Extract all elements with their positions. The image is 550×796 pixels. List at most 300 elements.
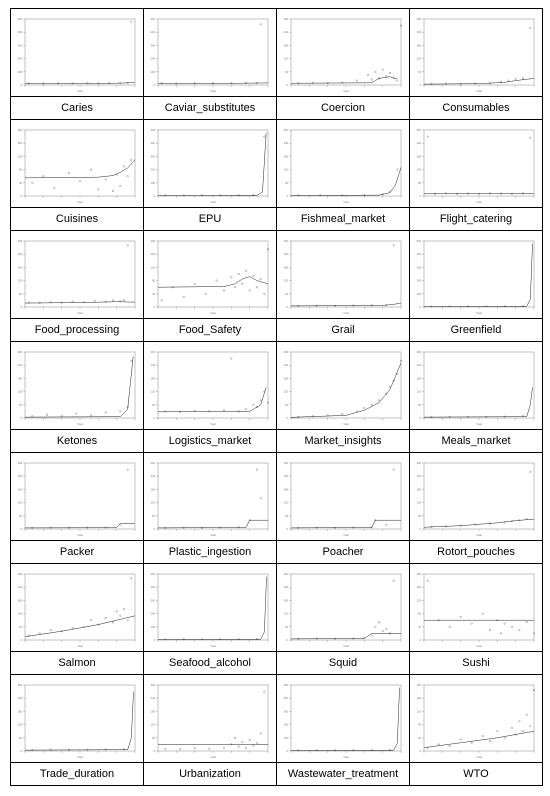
x-axis-label: Year xyxy=(209,89,217,93)
data-point xyxy=(253,275,255,277)
panel-caption: Food_processing xyxy=(34,324,120,336)
panel-caption: Logistics_market xyxy=(168,435,252,447)
y-tick-label: 400 xyxy=(150,31,155,35)
data-point xyxy=(131,360,133,362)
panel-caption: Packer xyxy=(59,546,95,558)
panel xyxy=(277,564,410,675)
panel xyxy=(277,120,410,231)
y-tick-label: 0 xyxy=(286,306,288,309)
y-tick-label: 60 xyxy=(418,70,421,74)
plot-area xyxy=(11,9,143,97)
y-tick-label: 120 xyxy=(17,279,22,283)
data-point xyxy=(389,72,391,74)
mini-plot xyxy=(410,342,542,430)
y-tick-label: 180 xyxy=(416,488,421,492)
data-point xyxy=(519,721,521,723)
y-tick-label: 0 xyxy=(153,195,155,198)
plot-area xyxy=(277,120,409,208)
data-point xyxy=(131,21,133,23)
panel xyxy=(410,453,543,564)
y-tick-label: 80 xyxy=(19,168,22,172)
data-point xyxy=(256,286,258,288)
panel-caption: Salmon xyxy=(58,657,96,669)
y-tick-label: 300 xyxy=(416,351,421,354)
panel-caption: EPU xyxy=(198,213,222,225)
y-tick-label: 400 xyxy=(283,697,288,701)
mini-plot xyxy=(144,564,276,652)
data-point xyxy=(194,748,196,750)
y-tick-label: 0 xyxy=(419,417,421,420)
y-tick-label: 200 xyxy=(150,57,155,61)
y-tick-label: 0 xyxy=(153,750,155,753)
y-tick-label: 120 xyxy=(416,168,421,172)
data-point xyxy=(371,635,373,637)
plot-area xyxy=(11,675,143,763)
y-tick-label: 180 xyxy=(283,44,288,48)
y-tick-label: 240 xyxy=(416,475,421,479)
data-point xyxy=(500,81,502,83)
plot-area xyxy=(11,120,143,208)
plot-frame xyxy=(291,352,401,418)
panel-caption: Greenfield xyxy=(450,324,502,336)
fitted-line xyxy=(158,577,267,640)
panel xyxy=(410,9,543,120)
panel xyxy=(144,564,277,675)
mini-plot xyxy=(410,9,542,97)
data-point xyxy=(90,169,92,171)
y-tick-label: 240 xyxy=(283,253,288,257)
data-point xyxy=(460,616,462,618)
data-point xyxy=(397,169,399,171)
data-point xyxy=(209,748,211,750)
data-point xyxy=(238,526,240,528)
plot-area xyxy=(144,342,276,430)
fitted-line xyxy=(25,692,134,751)
y-tick-label: 160 xyxy=(416,586,421,590)
y-tick-label: 60 xyxy=(152,736,155,740)
plot-area xyxy=(410,231,542,319)
fitted-line xyxy=(291,303,401,306)
data-point xyxy=(242,283,244,285)
y-tick-label: 120 xyxy=(416,501,421,505)
data-point xyxy=(371,304,373,306)
data-point xyxy=(245,747,247,749)
y-tick-label: 0 xyxy=(419,528,421,531)
plot-frame xyxy=(291,241,401,307)
data-point xyxy=(112,300,114,302)
y-tick-label: 180 xyxy=(17,377,22,381)
fitted-line xyxy=(25,302,135,303)
data-point xyxy=(427,136,429,138)
y-tick-label: 200 xyxy=(416,573,421,576)
y-tick-label: 300 xyxy=(150,599,155,603)
y-tick-label: 200 xyxy=(150,612,155,616)
plot-area xyxy=(144,9,276,97)
y-tick-label: 120 xyxy=(150,723,155,727)
y-tick-label: 200 xyxy=(416,684,421,687)
mini-plot xyxy=(410,231,542,319)
panel xyxy=(144,675,277,786)
panel xyxy=(277,231,410,342)
x-axis-label: Year xyxy=(76,533,84,537)
panel-caption: Poacher xyxy=(322,546,364,558)
plot-frame xyxy=(158,19,268,85)
fitted-line xyxy=(424,519,534,527)
data-point xyxy=(116,611,118,613)
panel xyxy=(144,120,277,231)
y-tick-label: 40 xyxy=(19,181,22,185)
y-tick-label: 60 xyxy=(19,403,22,407)
y-tick-label: 0 xyxy=(419,750,421,753)
plot-area xyxy=(144,564,276,652)
y-tick-label: 240 xyxy=(150,364,155,368)
plot-frame xyxy=(25,463,135,529)
plot-area xyxy=(410,453,542,541)
y-tick-label: 40 xyxy=(152,292,155,296)
fitted-line xyxy=(424,731,534,748)
y-tick-label: 200 xyxy=(416,279,421,283)
y-tick-label: 240 xyxy=(17,697,22,701)
y-tick-label: 60 xyxy=(285,181,288,185)
plot-area xyxy=(410,675,542,763)
mini-plot xyxy=(277,675,409,763)
panel xyxy=(410,675,543,786)
plot-frame xyxy=(424,574,534,640)
plot-area xyxy=(277,564,409,652)
panel xyxy=(144,9,277,120)
figure-grid xyxy=(10,8,543,786)
y-tick-label: 0 xyxy=(20,306,22,309)
plot-area xyxy=(277,9,409,97)
fitted-line xyxy=(291,633,401,639)
fitted-line xyxy=(424,387,533,417)
y-tick-label: 300 xyxy=(283,351,288,354)
data-point xyxy=(245,408,247,410)
data-point xyxy=(131,159,133,161)
y-tick-label: 300 xyxy=(17,44,22,48)
data-point xyxy=(253,194,255,196)
data-point xyxy=(61,415,63,417)
y-tick-label: 60 xyxy=(285,292,288,296)
data-point xyxy=(504,623,506,625)
plot-frame xyxy=(158,241,268,307)
y-tick-label: 120 xyxy=(150,390,155,394)
data-point xyxy=(256,638,258,640)
data-point xyxy=(511,626,513,628)
data-point xyxy=(393,469,395,471)
y-tick-label: 300 xyxy=(283,462,288,465)
y-tick-label: 120 xyxy=(283,390,288,394)
data-point xyxy=(482,613,484,615)
fitted-line xyxy=(424,78,534,84)
data-point xyxy=(489,740,491,742)
x-axis-label: Year xyxy=(209,755,217,759)
x-axis-label: Year xyxy=(475,311,483,315)
data-point xyxy=(94,300,96,302)
y-tick-label: 240 xyxy=(416,364,421,368)
plot-area xyxy=(11,564,143,652)
y-tick-label: 60 xyxy=(19,625,22,629)
mini-plot xyxy=(11,564,143,652)
data-point xyxy=(216,280,218,282)
plot-frame xyxy=(158,130,268,196)
y-tick-label: 0 xyxy=(20,528,22,531)
y-tick-label: 0 xyxy=(153,639,155,642)
y-tick-label: 60 xyxy=(152,403,155,407)
y-tick-label: 300 xyxy=(17,462,22,465)
fitted-line xyxy=(158,277,268,288)
y-tick-label: 240 xyxy=(283,475,288,479)
y-tick-label: 180 xyxy=(150,710,155,714)
panel-caption: Fishmeal_market xyxy=(300,213,386,225)
x-axis-label: Year xyxy=(209,533,217,537)
x-axis-label: Year xyxy=(342,200,350,204)
data-point xyxy=(249,290,251,292)
mini-plot xyxy=(410,120,542,208)
y-tick-label: 300 xyxy=(150,462,155,465)
y-tick-label: 200 xyxy=(17,57,22,61)
panel-caption: Flight_catering xyxy=(439,213,513,225)
data-point xyxy=(105,617,107,619)
fitted-line xyxy=(25,616,135,637)
plot-frame xyxy=(25,352,135,418)
x-axis-label: Year xyxy=(475,755,483,759)
data-point xyxy=(386,524,388,526)
y-tick-label: 300 xyxy=(283,129,288,132)
x-axis-label: Year xyxy=(209,644,217,648)
y-tick-label: 200 xyxy=(150,168,155,172)
panel-caption: Seafood_alcohol xyxy=(169,657,251,669)
y-tick-label: 0 xyxy=(419,84,421,87)
fitted-line xyxy=(291,688,400,751)
data-point xyxy=(50,629,52,631)
y-tick-label: 0 xyxy=(153,84,155,87)
y-tick-label: 500 xyxy=(150,573,155,576)
data-point xyxy=(519,629,521,631)
y-tick-label: 120 xyxy=(17,612,22,616)
plot-frame xyxy=(424,685,534,751)
y-tick-label: 240 xyxy=(17,253,22,257)
data-point xyxy=(98,189,100,191)
data-point xyxy=(68,172,70,174)
y-tick-label: 120 xyxy=(17,390,22,394)
x-axis-label: Year xyxy=(76,89,84,93)
plot-area xyxy=(144,453,276,541)
data-point xyxy=(356,80,358,82)
panel-caption: Caries xyxy=(61,102,93,114)
y-tick-label: 180 xyxy=(283,488,288,492)
y-tick-label: 300 xyxy=(283,240,288,243)
y-tick-label: 240 xyxy=(283,142,288,146)
data-point xyxy=(183,296,185,298)
fitted-line xyxy=(158,133,266,196)
x-axis-label: Year xyxy=(76,644,84,648)
y-tick-label: 200 xyxy=(17,129,22,132)
data-point xyxy=(526,621,528,623)
y-tick-label: 180 xyxy=(150,488,155,492)
panel xyxy=(11,675,144,786)
data-point xyxy=(264,691,266,693)
y-tick-label: 60 xyxy=(19,514,22,518)
y-tick-label: 300 xyxy=(17,351,22,354)
y-tick-label: 400 xyxy=(416,253,421,257)
y-tick-label: 120 xyxy=(283,501,288,505)
y-tick-label: 240 xyxy=(150,697,155,701)
data-point xyxy=(223,747,225,749)
data-point xyxy=(231,277,233,279)
y-tick-label: 180 xyxy=(17,488,22,492)
y-tick-label: 120 xyxy=(17,155,22,159)
y-tick-label: 60 xyxy=(19,736,22,740)
plot-frame xyxy=(25,685,135,751)
mini-plot xyxy=(11,120,143,208)
y-tick-label: 100 xyxy=(150,625,155,629)
y-tick-label: 200 xyxy=(283,723,288,727)
fitted-line xyxy=(158,387,266,412)
data-point xyxy=(364,407,366,409)
panel xyxy=(277,9,410,120)
y-tick-label: 60 xyxy=(285,70,288,74)
panel-caption: WTO xyxy=(463,768,489,780)
x-axis-label: Year xyxy=(76,311,84,315)
plot-frame xyxy=(424,352,534,418)
y-tick-label: 240 xyxy=(17,586,22,590)
x-axis-label: Year xyxy=(209,200,217,204)
y-tick-label: 300 xyxy=(416,266,421,270)
plot-frame xyxy=(25,574,135,640)
mini-plot xyxy=(11,342,143,430)
data-point xyxy=(522,305,524,307)
panel xyxy=(144,231,277,342)
y-tick-label: 500 xyxy=(150,18,155,21)
panel xyxy=(11,120,144,231)
y-tick-label: 120 xyxy=(416,390,421,394)
y-tick-label: 0 xyxy=(20,84,22,87)
mini-plot xyxy=(277,9,409,97)
data-point xyxy=(260,23,262,25)
y-tick-label: 300 xyxy=(283,573,288,576)
y-tick-label: 160 xyxy=(17,142,22,146)
y-tick-label: 240 xyxy=(150,475,155,479)
data-point xyxy=(378,400,380,402)
data-point xyxy=(260,400,262,402)
plot-frame xyxy=(158,685,268,751)
panel-caption: Rotort_pouches xyxy=(437,546,515,558)
mini-plot xyxy=(144,453,276,541)
plot-area xyxy=(277,231,409,319)
fitted-line xyxy=(25,82,135,83)
x-axis-label: Year xyxy=(475,533,483,537)
data-point xyxy=(253,745,255,747)
data-point xyxy=(242,741,244,743)
panel xyxy=(277,675,410,786)
y-tick-label: 160 xyxy=(416,697,421,701)
fitted-line xyxy=(291,363,401,417)
plot-area xyxy=(277,342,409,430)
y-tick-label: 240 xyxy=(416,142,421,146)
y-tick-label: 40 xyxy=(418,625,421,629)
data-point xyxy=(438,744,440,746)
y-tick-label: 300 xyxy=(416,129,421,132)
fitted-line xyxy=(158,520,268,528)
data-point xyxy=(530,137,532,139)
data-point xyxy=(161,300,163,302)
data-point xyxy=(378,622,380,624)
data-point xyxy=(256,469,258,471)
y-tick-label: 120 xyxy=(416,710,421,714)
data-point xyxy=(253,404,255,406)
data-point xyxy=(471,623,473,625)
data-point xyxy=(386,628,388,630)
y-tick-label: 400 xyxy=(150,142,155,146)
y-tick-label: 0 xyxy=(419,639,421,642)
y-tick-label: 300 xyxy=(416,462,421,465)
data-point xyxy=(264,136,266,138)
plot-area xyxy=(410,564,542,652)
y-tick-label: 500 xyxy=(150,129,155,132)
data-point xyxy=(397,80,399,82)
x-axis-label: Year xyxy=(342,422,350,426)
data-point xyxy=(105,412,107,414)
plot-area xyxy=(11,342,143,430)
y-tick-label: 0 xyxy=(286,417,288,420)
y-tick-label: 120 xyxy=(416,599,421,603)
mini-plot xyxy=(277,120,409,208)
plot-area xyxy=(410,342,542,430)
data-point xyxy=(386,75,388,77)
y-tick-label: 300 xyxy=(416,18,421,21)
y-tick-label: 180 xyxy=(283,599,288,603)
y-tick-label: 0 xyxy=(286,84,288,87)
y-tick-label: 0 xyxy=(286,528,288,531)
panel-caption: Wastewater_treatment xyxy=(287,768,399,780)
data-point xyxy=(264,293,266,295)
plot-frame xyxy=(291,685,401,751)
mini-plot xyxy=(144,231,276,319)
x-axis-label: Year xyxy=(475,422,483,426)
plot-frame xyxy=(291,130,401,196)
y-tick-label: 60 xyxy=(152,514,155,518)
fitted-line xyxy=(25,160,135,178)
panel xyxy=(11,231,144,342)
y-tick-label: 0 xyxy=(419,306,421,309)
y-tick-label: 60 xyxy=(285,403,288,407)
data-point xyxy=(515,78,517,80)
y-tick-label: 180 xyxy=(17,599,22,603)
data-point xyxy=(120,185,122,187)
data-point xyxy=(371,404,373,406)
y-tick-label: 0 xyxy=(286,750,288,753)
y-tick-label: 60 xyxy=(418,181,421,185)
y-tick-label: 300 xyxy=(17,573,22,576)
data-point xyxy=(382,69,384,71)
y-tick-label: 0 xyxy=(20,195,22,198)
panel-caption: Cuisines xyxy=(55,213,99,225)
plot-area xyxy=(11,231,143,319)
data-point xyxy=(530,471,532,473)
panel-caption: Caviar_substitutes xyxy=(164,102,256,114)
data-point xyxy=(123,299,125,301)
mini-plot xyxy=(11,9,143,97)
x-axis-label: Year xyxy=(342,533,350,537)
y-tick-label: 120 xyxy=(283,168,288,172)
data-point xyxy=(234,286,236,288)
y-tick-label: 300 xyxy=(150,155,155,159)
data-point xyxy=(112,622,114,624)
data-point xyxy=(205,293,207,295)
x-axis-label: Year xyxy=(209,422,217,426)
data-point xyxy=(90,415,92,417)
